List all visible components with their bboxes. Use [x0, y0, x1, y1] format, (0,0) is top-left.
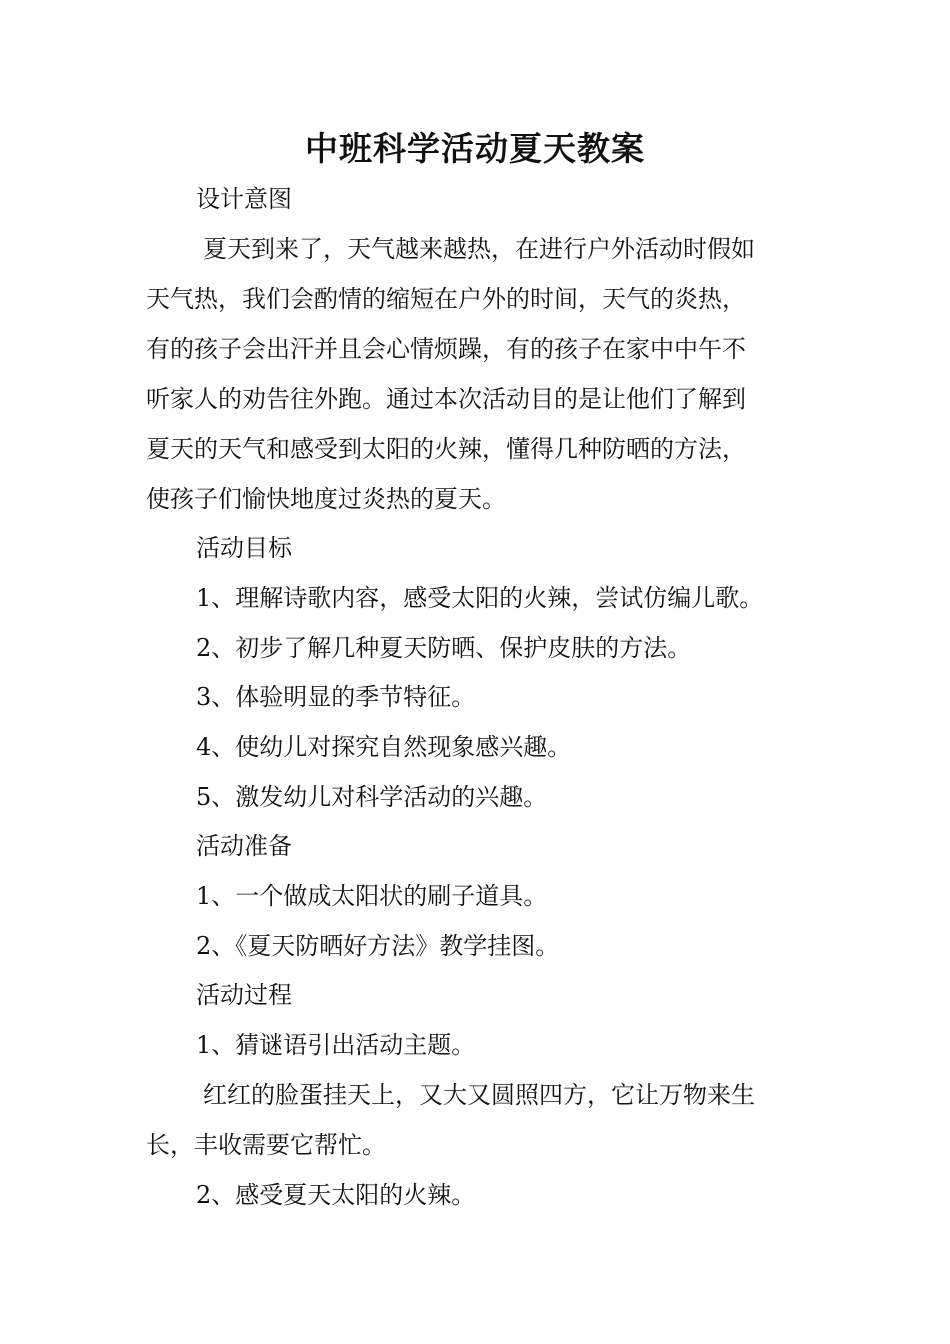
section-heading-design: 设计意图	[196, 185, 292, 213]
prep-item: 2、《夏天防晒好方法》教学挂图。	[196, 932, 560, 960]
goal-item: 2、初步了解几种夏天防晒、保护皮肤的方法。	[196, 634, 692, 662]
goal-item: 4、使幼儿对探究自然现象感兴趣。	[196, 733, 572, 761]
goal-item: 3、体验明显的季节特征。	[196, 683, 476, 711]
process-step: 1、猜谜语引出活动主题。	[196, 1031, 476, 1059]
section-heading-goals: 活动目标	[196, 534, 292, 562]
design-paragraph-line: 夏天的天气和感受到太阳的火辣，懂得几种防晒的方法，	[146, 435, 746, 463]
section-heading-prep: 活动准备	[196, 832, 292, 860]
process-step: 2、感受夏天太阳的火辣。	[196, 1181, 476, 1209]
riddle-line: 红红的脸蛋挂天上，又大又圆照四方，它让万物来生	[203, 1081, 755, 1109]
goal-item: 1、理解诗歌内容，感受太阳的火辣，尝试仿编儿歌。	[196, 584, 764, 612]
riddle-line: 长，丰收需要它帮忙。	[146, 1131, 386, 1159]
prep-item: 1、一个做成太阳状的刷子道具。	[196, 882, 548, 910]
design-paragraph-line: 夏天到来了，天气越来越热，在进行户外活动时假如	[203, 235, 755, 263]
design-paragraph-line: 使孩子们愉快地度过炎热的夏天。	[146, 485, 506, 513]
section-heading-process: 活动过程	[196, 981, 292, 1009]
goal-item: 5、激发幼儿对科学活动的兴趣。	[196, 783, 548, 811]
document-title: 中班科学活动夏天教案	[305, 129, 645, 168]
design-paragraph-line: 天气热，我们会酌情的缩短在户外的时间，天气的炎热，	[146, 285, 746, 313]
design-paragraph-line: 有的孩子会出汗并且会心情烦躁，有的孩子在家中中午不	[146, 335, 746, 363]
design-paragraph-line: 听家人的劝告往外跑。通过本次活动目的是让他们了解到	[146, 385, 746, 413]
